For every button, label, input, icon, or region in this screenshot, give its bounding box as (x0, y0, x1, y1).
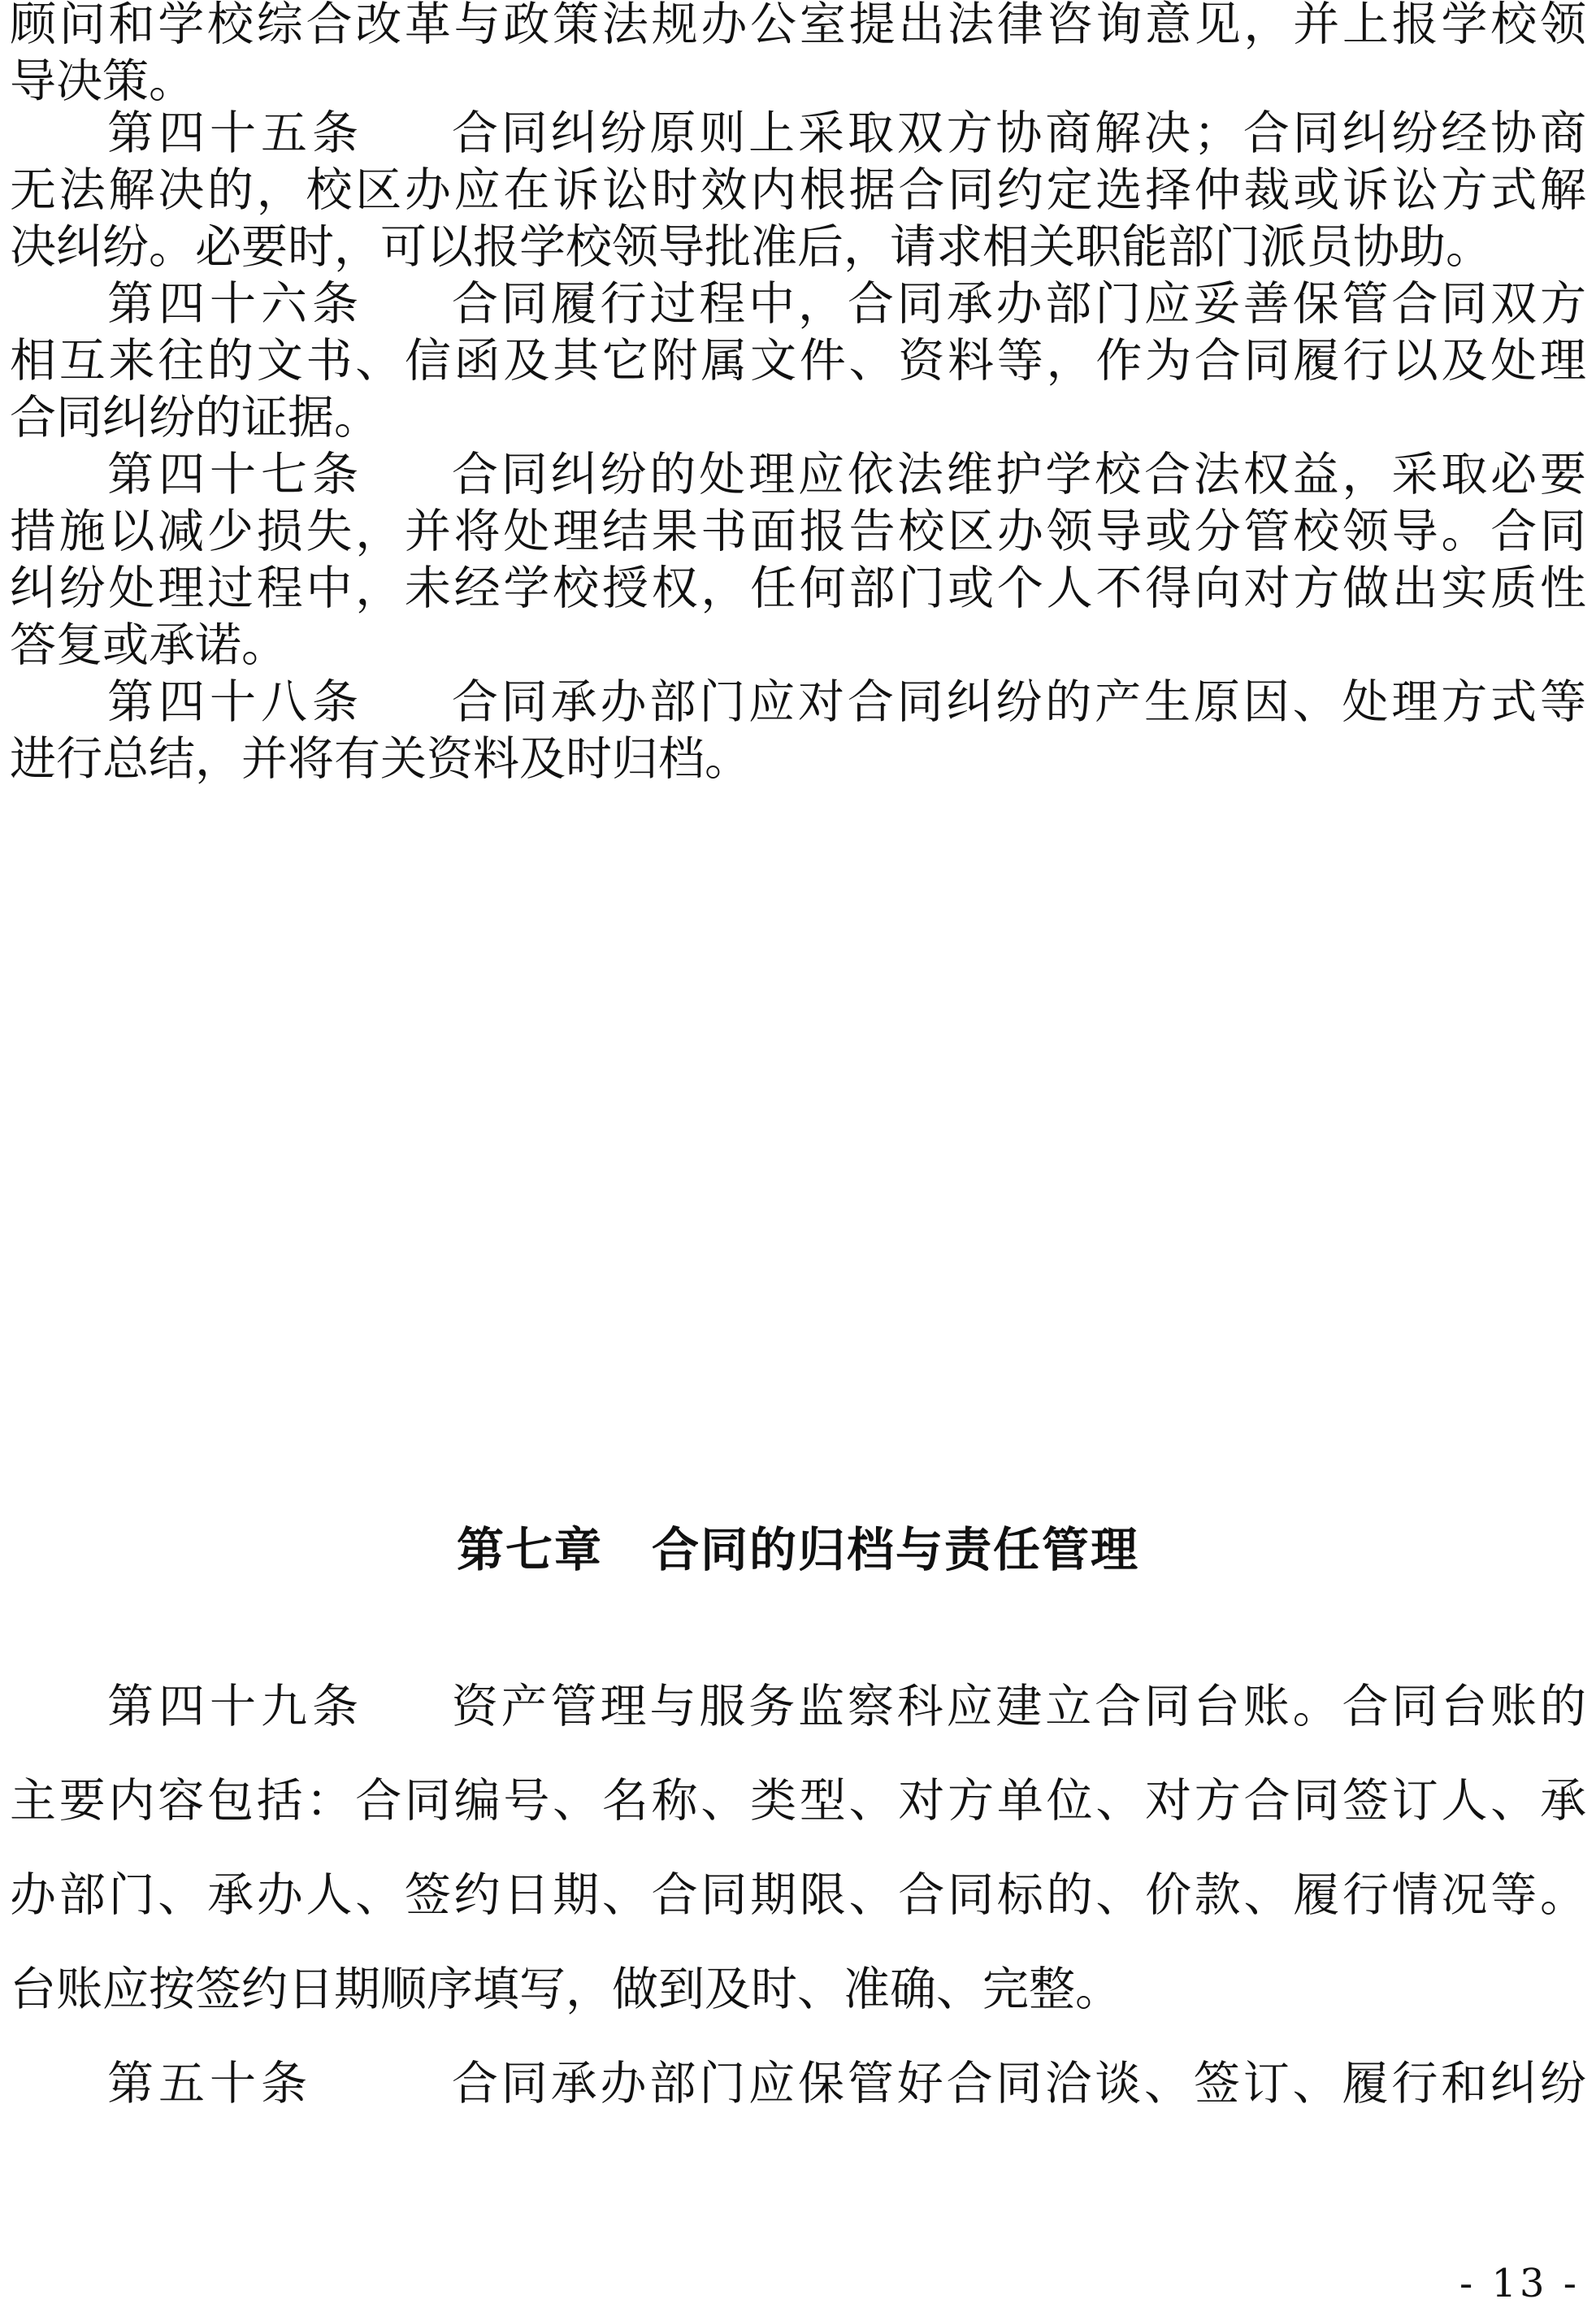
article-text: 资产管理与服务监察科应建立合同台账。合同台账的 (449, 1680, 1586, 1733)
body-text-line: 合同纠纷的证据。 (10, 391, 380, 445)
article-label: 第四十六条 (107, 277, 363, 331)
article-label: 第五十条 (107, 2057, 312, 2110)
article-label: 第四十八条 (107, 675, 363, 729)
body-text-line: 纠纷处理过程中，未经学校授权，任何部门或个人不得向对方做出实质性 (10, 562, 1586, 615)
body-text-line: 进行总结，并将有关资料及时归档。 (10, 732, 751, 786)
body-text-line: 无法解决的，校区办应在诉讼时效内根据合同约定选择仲裁或诉讼方式解 (10, 163, 1586, 217)
article-text: 合同纠纷的处理应依法维护学校合法权益，采取必要 (449, 448, 1586, 501)
article-label: 第四十九条 (107, 1680, 363, 1733)
chapter-heading: 第七章 合同的归档与责任管理 (456, 1522, 1139, 1577)
article-text: 合同纠纷原则上采取双方协商解决；合同纠纷经协商 (449, 106, 1586, 160)
body-text-line: 措施以减少损失，并将处理结果书面报告校区办领导或分管校领导。合同 (10, 505, 1586, 558)
article-label: 第四十七条 (107, 448, 363, 501)
article-49-first-line (107, 1672, 1586, 1741)
body-text-line: 顾问和学校综合改革与政策法规办公室提出法律咨询意见，并上报学校领 (10, 0, 1586, 51)
body-text-line: 台账应按签约日期顺序填写，做到及时、准确、完整。 (10, 1963, 1121, 2016)
article-text: 合同履行过程中，合同承办部门应妥善保管合同双方 (449, 277, 1586, 331)
body-text-line: 办部门、承办人、签约日期、合同期限、合同标的、价款、履行情况等。 (10, 1868, 1586, 1922)
body-text-line: 答复或承诺。 (10, 618, 288, 672)
body-text-line: 决纠纷。必要时，可以报学校领导批准后，请求相关职能部门派员协助。 (10, 220, 1492, 274)
body-text-line: 相互来往的文书、信函及其它附属文件、资料等，作为合同履行以及处理 (10, 334, 1586, 388)
article-50-first-line (107, 2050, 1586, 2118)
body-text-line: 主要内容包括：合同编号、名称、类型、对方单位、对方合同签订人、承 (10, 1774, 1586, 1828)
page-number: - 13 - (1459, 2261, 1580, 2306)
article-text: 合同承办部门应保管好合同洽谈、签订、履行和纠纷 (449, 2057, 1586, 2110)
article-label: 第四十五条 (107, 106, 363, 160)
article-text: 合同承办部门应对合同纠纷的产生原因、处理方式等 (449, 675, 1586, 729)
body-text-line: 导决策。 (10, 54, 195, 108)
